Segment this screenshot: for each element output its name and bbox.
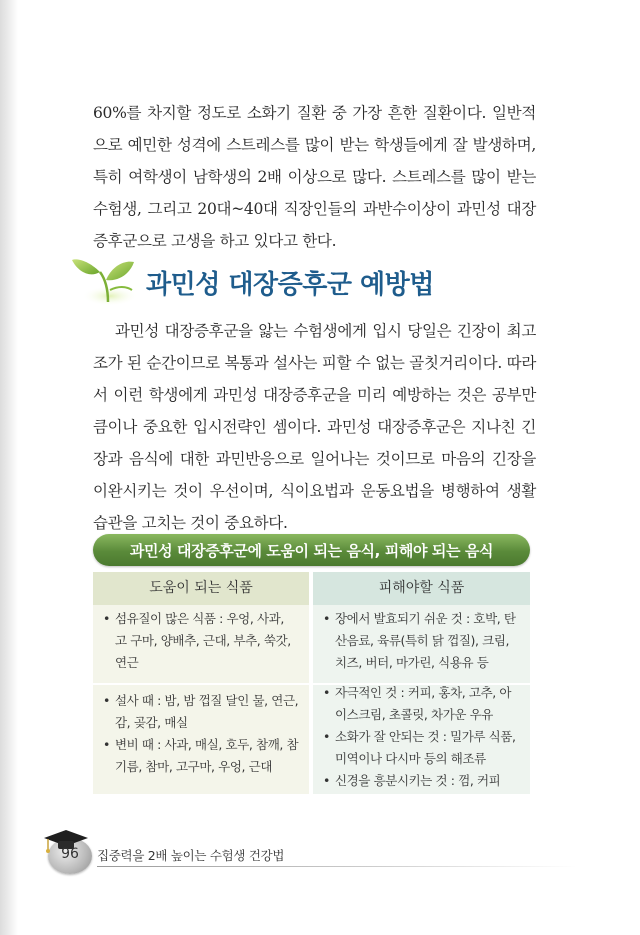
list-item: • 신경을 흥분시키는 것 : 껌, 커피 <box>323 770 520 792</box>
list-item: • 자극적인 것 : 커피, 홍차, 고추, 아이스크림, 초콜릿, 차가운 우유 <box>323 682 520 726</box>
helpful-foods-header: 도움이 되는 식품 <box>93 572 309 605</box>
book-title: 집중력을 2배 높이는 수험생 건강법 <box>97 848 285 863</box>
page-number: 96 <box>61 846 79 862</box>
list-item: • 소화가 잘 안되는 것 : 밀가루 식품, 미역이나 다시마 등의 해조류 <box>323 726 520 770</box>
list-item: • 변비 때 : 사과, 매실, 호두, 참깨, 참기름, 참마, 고구마, 우엉, 근대 <box>103 734 299 778</box>
list-item: • 장에서 발효되기 쉬운 것 : 호박, 탄산음료, 육류(특히 닭 껍질), 크림, 치즈, 버터, 마가린, 식용유 등 <box>323 608 520 674</box>
row-divider <box>93 683 530 685</box>
helpful-foods-cell-2 <box>93 690 309 778</box>
sprout-icon <box>70 250 146 310</box>
page-edge-shadow <box>0 0 18 935</box>
list-item: • 섬유질이 많은 식품 : 우엉, 사과, 고 구마, 양배추, 근대, 부추, 쑥갓, 연근 <box>103 608 299 674</box>
list-item: • 설사 때 : 밤, 밤 껍질 달인 물, 연근, 감, 곶감, 매실 <box>103 690 299 734</box>
section-heading-text: 과민성 대장증후군 예방법 <box>146 270 434 300</box>
body-paragraph-1: 60%를 차지할 정도로 소화기 질환 중 가장 흔한 질환이다. 일반적으로 예민한 성격에 스트레스를 많이 받는 학생들에게 잘 발생하며, 특히 여학생이 남학생의 2배 이상으로 많다. 스트레스를 많이 받는 수험생, 그리고 20대~40대 직장인들의 과반수이상이 과민성 대장증후군으로 고생을 하고 있다고 한다. <box>93 104 536 250</box>
avoid-foods-cell-1 <box>313 608 530 674</box>
section-heading <box>70 250 490 310</box>
footer-divider <box>97 866 577 867</box>
table-title: 과민성 대장증후군에 도움이 되는 음식, 피해야 되는 음식 <box>129 542 494 560</box>
table-title-banner <box>93 534 530 566</box>
avoid-foods-cell-2 <box>313 682 530 792</box>
body-paragraph-2: 과민성 대장증후군을 앓는 수험생에게 입시 당일은 긴장이 최고조가 된 순간이므로 복통과 설사는 피할 수 없는 골칫거리이다. 따라서 이런 학생에게 과민성 대장증후군을 미리 예방하는 것은 공부만큼이나 중요한 입시전략인 셈이다. 과민성 대장증후군은 지나친 긴장과 음식에 대한 과민반응으로 일어나는 것이므로 마음의 긴장을 이완시키는 것이 우선이며, 식이요법과 운동요법을 병행하여 생활습관을 고치는 것이 중요하다. <box>93 322 536 532</box>
helpful-foods-cell-1 <box>93 608 309 674</box>
avoid-foods-header: 피해야할 식품 <box>313 572 530 605</box>
food-table <box>93 572 530 794</box>
